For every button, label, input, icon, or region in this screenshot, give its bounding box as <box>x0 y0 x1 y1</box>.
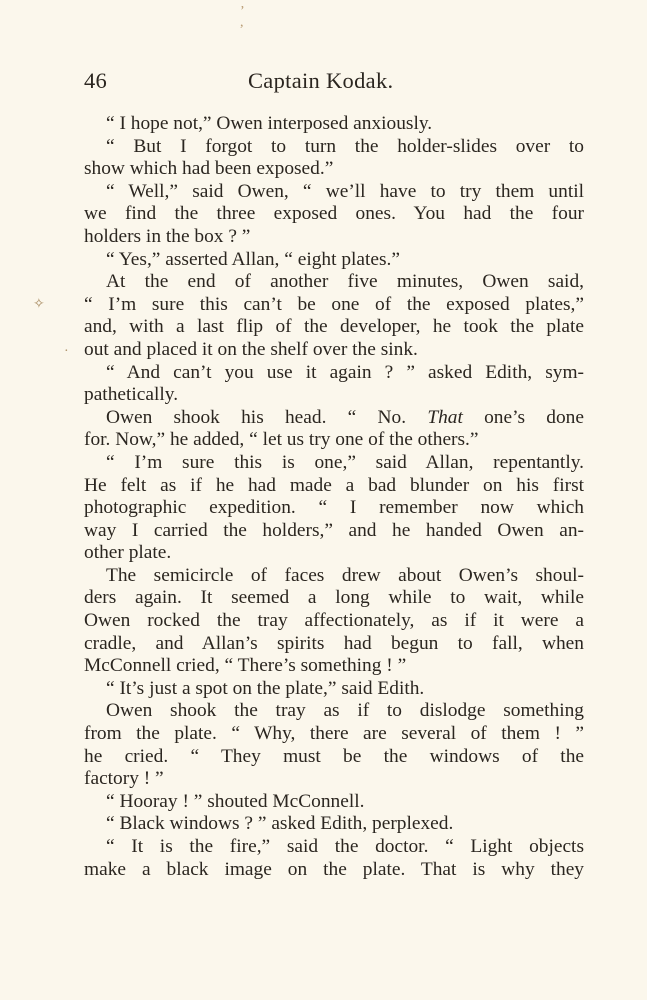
text-line: and, with a last flip of the developer, he took the plate <box>84 316 584 338</box>
text-line: “ Well,” said Owen, “ we’ll have to try them until <box>106 180 584 202</box>
text-line: “ Hooray ! ” shouted McConnell. <box>106 790 365 812</box>
text-line: “ It’s just a spot on the plate,” said Edith. <box>106 677 425 699</box>
text-line: “ I’m sure this is one,” said Allan, repentantly. <box>106 451 584 473</box>
text-line: make a black image on the plate. That is why they <box>84 858 584 880</box>
text-line: factory ! ” <box>84 768 164 790</box>
text-line: we find the three exposed ones. You had the four <box>84 203 584 225</box>
ink-blemish: ’ , <box>240 4 245 30</box>
text-line: “ Black windows ? ” asked Edith, perplexed. <box>106 813 454 835</box>
text-line: holders in the box ? ” <box>84 225 251 247</box>
text-line: “ It is the fire,” said the doctor. “ Light objects <box>106 836 584 857</box>
text-line: cradle, and Allan’s spirits had begun to fall, when <box>84 632 584 654</box>
text-line: from the plate. “ Why, there are several of them ! ” <box>84 723 584 745</box>
margin-blemish: · <box>64 344 69 359</box>
text-line: out and placed it on the shelf over the sink. <box>84 338 418 360</box>
text-line: Owen rocked the tray affectionately, as if it were a <box>84 610 584 632</box>
text-line: ders again. It seemed a long while to wait, while <box>84 587 584 609</box>
text-line: The semicircle of faces drew about Owen’s shoul- <box>106 564 584 586</box>
running-title: Captain Kodak. <box>248 68 394 93</box>
text-line: “ And can’t you use it again ? ” asked Edith, sym- <box>106 361 584 383</box>
text-line: pathetically. <box>84 384 179 406</box>
text-line: show which had been exposed.” <box>84 158 334 180</box>
text-line: way I carried the holders,” and he handed Owen an- <box>84 519 584 541</box>
page-header <box>84 68 584 102</box>
text-line: “ Yes,” asserted Allan, “ eight plates.” <box>106 248 401 270</box>
page-number: 46 <box>84 68 108 93</box>
text-line: McConnell cried, “ There’s something ! ” <box>84 655 407 677</box>
text-line: Owen shook the tray as if to dislodge something <box>106 700 584 722</box>
text-line: other plate. <box>84 542 172 564</box>
margin-blemish: ✧ <box>33 297 45 312</box>
text-line: At the end of another five minutes, Owen said, <box>106 271 584 293</box>
text-line: “ But I forgot to turn the holder-slides over to <box>106 135 584 157</box>
text-line: for. Now,” he added, “ let us try one of the others.” <box>84 429 479 451</box>
text-line: he cried. “ They must be the windows of the <box>84 745 584 767</box>
body-text <box>84 113 584 881</box>
text-line: “ I hope not,” Owen interposed anxiously. <box>106 113 433 134</box>
text-line: “ I’m sure this can’t be one of the exposed plates,” <box>84 293 584 315</box>
text-line: Owen shook his head. “ No. That one’s done <box>106 406 584 428</box>
text-line: He felt as if he had made a bad blunder on his first <box>84 474 584 496</box>
text-line: photographic expedition. “ I remember now which <box>84 497 584 519</box>
